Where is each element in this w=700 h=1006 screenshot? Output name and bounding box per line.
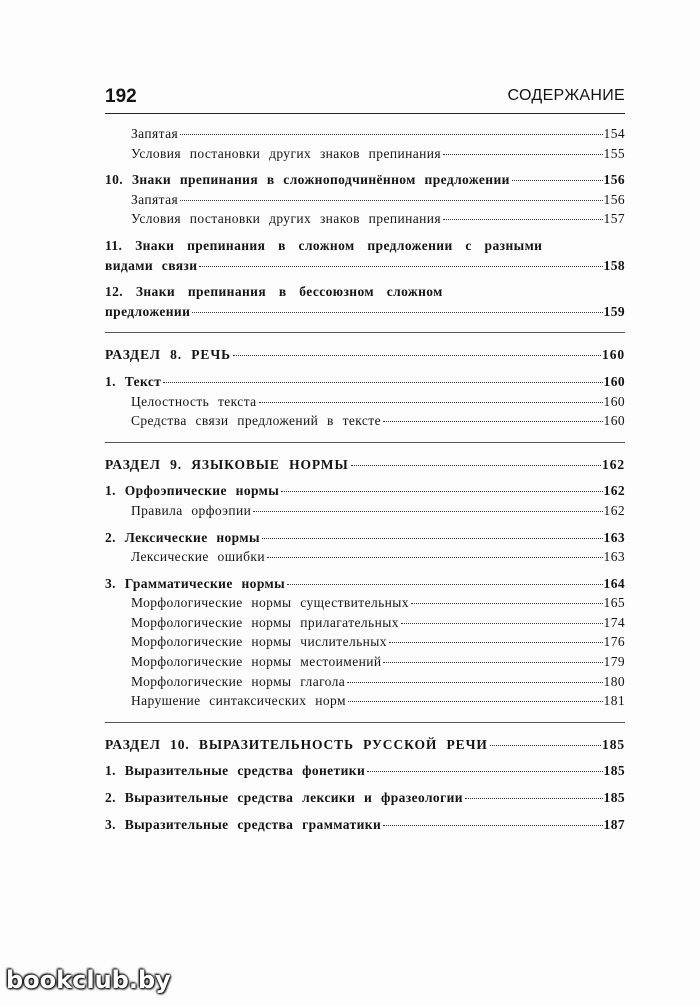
- dot-leader: [389, 642, 603, 643]
- toc-entry-title: Запятая: [131, 191, 179, 207]
- toc-entry-title: Средства связи предложений в тексте: [131, 413, 381, 429]
- section-divider: [105, 722, 625, 723]
- toc-entry-title: Морфологические нормы местоимений: [131, 654, 382, 670]
- toc-entry-page: 162: [603, 483, 625, 499]
- toc-section-page: 160: [602, 347, 625, 363]
- toc-section-title: РАЗДЕЛ 9. ЯЗЫКОВЫЕ НОРМЫ: [105, 456, 349, 472]
- page-number: 192: [105, 86, 137, 107]
- toc-entry: [105, 788, 625, 808]
- dot-leader: [411, 603, 603, 604]
- toc-entry-page: 163: [603, 549, 625, 565]
- dot-leader: [383, 421, 603, 422]
- toc-entry-title: Морфологические нормы числительных: [131, 634, 387, 650]
- dot-leader: [192, 312, 602, 313]
- toc-entry-title-line1: 12. Знаки препинания в бессоюзном сложном: [105, 284, 443, 300]
- toc-entry: [105, 672, 625, 692]
- dot-leader: [267, 557, 603, 558]
- toc-section-page: 162: [602, 456, 625, 472]
- dot-leader: [401, 623, 603, 624]
- section-divider: [105, 442, 625, 443]
- watermark: bookclub.by: [6, 966, 171, 994]
- toc-entry: [105, 144, 625, 164]
- toc-entry-title: 3. Грамматические нормы: [105, 575, 286, 591]
- toc-entry-page: 157: [603, 211, 625, 227]
- dot-leader: [253, 511, 602, 512]
- toc-entry-page: 162: [603, 502, 625, 518]
- toc-entry-title-line2: предложении: [105, 303, 191, 319]
- toc-entry-page: 160: [603, 413, 625, 429]
- dot-leader: [281, 491, 602, 492]
- toc-entry: [105, 170, 625, 190]
- toc-entry: [105, 815, 625, 835]
- toc-entry: [105, 372, 625, 392]
- dot-leader: [259, 402, 603, 403]
- toc-entry: [105, 593, 625, 613]
- toc-entry-page: 159: [603, 303, 625, 319]
- toc-entry-title: Целостность текста: [131, 393, 257, 409]
- toc-entry-title-line1: 11. Знаки препинания в сложном предложении с разными: [105, 237, 543, 253]
- dot-leader: [348, 701, 603, 702]
- toc-entry-page: 179: [603, 654, 625, 670]
- toc-entry-title: Морфологические нормы существительных: [131, 595, 409, 611]
- dot-leader: [383, 825, 602, 826]
- toc-entry-title: Лексические ошибки: [131, 549, 265, 565]
- toc-entry-page: 180: [603, 673, 625, 689]
- toc-entry-title: Запятая: [131, 126, 179, 141]
- toc-entry: [105, 481, 625, 501]
- toc-entry: [105, 613, 625, 633]
- toc-entry: [105, 501, 625, 521]
- toc-entry: [105, 547, 625, 567]
- dot-leader: [287, 584, 602, 585]
- toc-entry-title: 10. Знаки препинания в сложноподчинённом предложении: [105, 172, 510, 188]
- toc-section: [105, 735, 625, 755]
- toc-entry: [105, 574, 625, 594]
- toc-entry: [105, 411, 625, 431]
- toc-entry: [105, 652, 625, 672]
- toc-entry-title: 1. Орфоэпические нормы: [105, 483, 280, 499]
- dot-leader: [351, 465, 601, 466]
- toc-entry: [105, 691, 625, 711]
- dot-leader: [180, 200, 602, 201]
- running-title: СОДЕРЖАНИЕ: [507, 87, 625, 104]
- dot-leader: [383, 662, 602, 663]
- toc-entry-page: 181: [603, 693, 625, 709]
- dot-leader: [367, 771, 602, 772]
- toc-entry-page: 154: [603, 126, 625, 141]
- toc-entry-title-line2: видами связи: [105, 257, 198, 273]
- toc-entry: [105, 632, 625, 652]
- toc-entry: [105, 209, 625, 229]
- toc-entry-page: 185: [603, 790, 625, 806]
- toc-entry-page: 156: [603, 172, 625, 188]
- dot-leader: [199, 266, 602, 267]
- dot-leader: [465, 798, 603, 799]
- dot-leader: [347, 682, 602, 683]
- toc-entry-title: Условия постановки других знаков препинания: [131, 211, 441, 227]
- toc-entry-title: 1. Текст: [105, 373, 162, 389]
- section-divider: [105, 332, 625, 333]
- toc-entry-page: 155: [603, 145, 625, 161]
- toc-entry: [105, 761, 625, 781]
- toc-entry-title: Условия постановки других знаков препинания: [131, 145, 441, 161]
- toc-entry-title: Нарушение синтаксических норм: [131, 693, 346, 709]
- dot-leader: [163, 382, 602, 383]
- dot-leader: [443, 154, 603, 155]
- toc-entry-title: Морфологические нормы глагола: [131, 673, 346, 689]
- toc-entry-title: 3. Выразительные средства грамматики: [105, 816, 382, 832]
- toc-entry-page: 158: [603, 257, 625, 273]
- toc-entry-page: 176: [603, 634, 625, 650]
- toc-entry-page: 185: [603, 763, 625, 779]
- dot-leader: [233, 355, 601, 356]
- toc-entry-page: 187: [603, 816, 625, 832]
- table-of-contents: [105, 124, 625, 834]
- toc-entry-page: 164: [603, 575, 625, 591]
- toc-entry-page: 156: [603, 191, 625, 207]
- page-header: [105, 86, 625, 110]
- toc-entry: [105, 190, 625, 210]
- toc-entry: [105, 302, 625, 322]
- toc-entry-title: Морфологические нормы прилагательных: [131, 614, 399, 630]
- dot-leader: [443, 219, 603, 220]
- toc-entry: [105, 528, 625, 548]
- toc-entry-title: 2. Выразительные средства лексики и фразеологии: [105, 790, 463, 806]
- toc-entry: [105, 124, 625, 144]
- toc-section-page: 185: [602, 736, 625, 752]
- dot-leader: [262, 538, 603, 539]
- toc-entry-title: 1. Выразительные средства фонетики: [105, 763, 366, 779]
- toc-entry: [105, 256, 625, 276]
- toc-entry-title: Правила орфоэпии: [131, 502, 252, 518]
- toc-entry: [105, 392, 625, 412]
- toc-section-title: РАЗДЕЛ 8. РЕЧЬ: [105, 347, 231, 363]
- toc-section: [105, 455, 625, 475]
- dot-leader: [180, 134, 602, 135]
- toc-entry-title: 2. Лексические нормы: [105, 529, 260, 545]
- header-rule: [105, 113, 625, 114]
- toc-entry-page: 165: [603, 595, 625, 611]
- toc-entry-page: 160: [603, 373, 625, 389]
- toc-entry-page: 160: [603, 393, 625, 409]
- toc-section: [105, 345, 625, 365]
- dot-leader: [512, 180, 603, 181]
- toc-entry-page: 163: [603, 529, 625, 545]
- toc-entry-page: 174: [603, 614, 625, 630]
- dot-leader: [490, 745, 601, 746]
- toc-section-title: РАЗДЕЛ 10. ВЫРАЗИТЕЛЬНОСТЬ РУССКОЙ РЕЧИ: [105, 736, 488, 752]
